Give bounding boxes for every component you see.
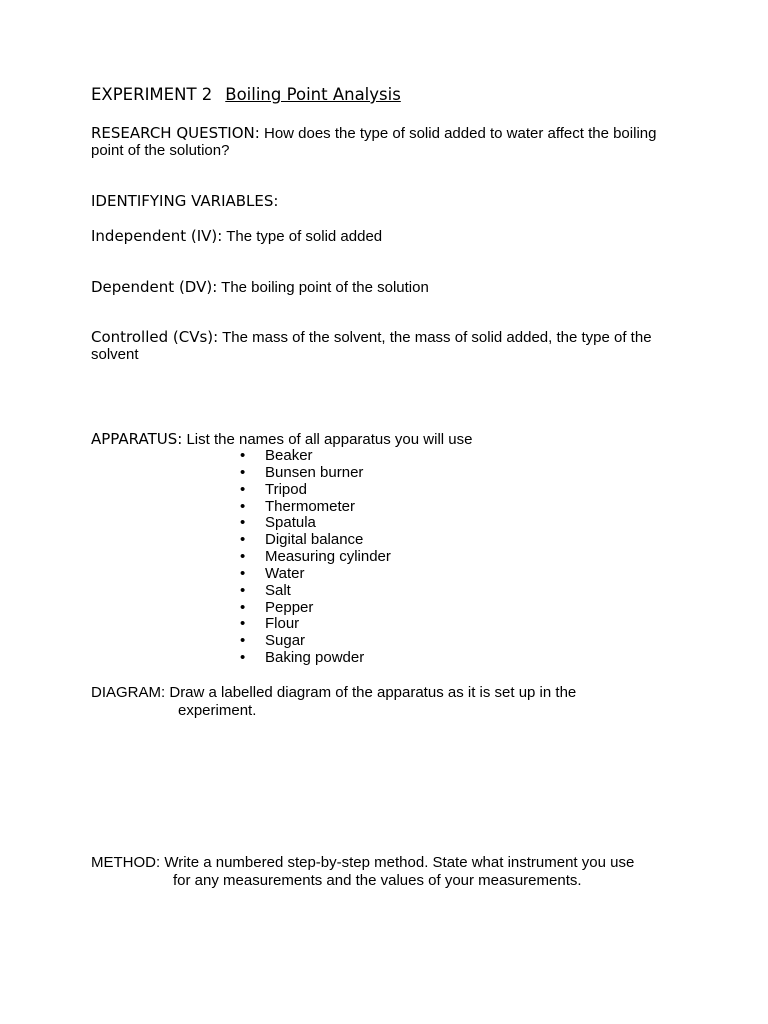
list-item: [240, 583, 391, 600]
bullet-icon: •: [240, 632, 246, 650]
dependent-variable-label: Dependent (DV):: [91, 278, 218, 296]
apparatus-instruction: List the names of all apparatus you will use: [186, 431, 473, 448]
method-text-line2: for any measurements and the values of your measurements.: [173, 872, 582, 889]
independent-variable-text: The type of solid added: [226, 228, 383, 245]
bullet-icon: •: [240, 548, 246, 566]
apparatus-item-label: Tripod: [265, 480, 307, 498]
list-item: [240, 499, 391, 516]
independent-variable-label: Independent (IV):: [91, 227, 223, 245]
controlled-variables: [91, 329, 691, 363]
diagram-text-line2: experiment.: [178, 702, 257, 719]
diagram-label: DIAGRAM:: [91, 684, 166, 701]
apparatus-label: APPARATUS:: [91, 430, 183, 448]
list-item: [240, 515, 391, 532]
list-item: [240, 616, 391, 633]
method-label: METHOD:: [91, 854, 161, 871]
apparatus-item-label: Pepper: [265, 598, 314, 616]
list-item: [240, 465, 391, 482]
independent-variable: [91, 228, 382, 245]
apparatus-item-label: Thermometer: [265, 497, 356, 515]
bullet-icon: •: [240, 564, 246, 582]
list-item: [240, 549, 391, 566]
bullet-icon: •: [240, 480, 246, 498]
apparatus-list: [240, 448, 391, 667]
dependent-variable-text: The boiling point of the solution: [221, 279, 429, 296]
bullet-icon: •: [240, 497, 246, 515]
list-item: [240, 600, 391, 617]
bullet-icon: •: [240, 447, 246, 464]
research-question-text: How does the type of solid added to water affect the boiling point of the solution?: [91, 125, 657, 159]
list-item: [240, 633, 391, 650]
apparatus-item-label: Measuring cylinder: [265, 548, 391, 566]
bullet-icon: •: [240, 581, 246, 599]
bullet-icon: •: [240, 514, 246, 532]
apparatus-item-label: Water: [265, 564, 305, 582]
bullet-icon: •: [240, 649, 246, 667]
apparatus-heading: [91, 431, 472, 448]
apparatus-item-label: Sugar: [265, 632, 306, 650]
bullet-icon: •: [240, 463, 246, 481]
diagram-instruction: [91, 684, 576, 701]
experiment-title: Boiling Point Analysis: [225, 85, 401, 104]
controlled-variables-text: The mass of the solvent, the mass of solid added, the type of the solvent: [91, 329, 652, 363]
variables-heading: IDENTIFYING VARIABLES:: [91, 192, 279, 210]
method-text-line1: Write a numbered step-by-step method. State what instrument you use: [164, 854, 635, 871]
research-question: [91, 125, 691, 159]
research-question-label: RESEARCH QUESTION:: [91, 124, 260, 142]
apparatus-item-label: Salt: [265, 581, 291, 599]
list-item: [240, 532, 391, 549]
apparatus-item-label: Bunsen burner: [265, 463, 364, 481]
bullet-icon: •: [240, 531, 246, 549]
controlled-variables-label: Controlled (CVs):: [91, 328, 219, 346]
experiment-label: EXPERIMENT 2: [91, 85, 213, 104]
apparatus-item-label: Spatula: [265, 514, 316, 532]
list-item: [240, 448, 391, 465]
dependent-variable: [91, 279, 429, 296]
bullet-icon: •: [240, 615, 246, 633]
page-title: [91, 85, 401, 104]
list-item: [240, 650, 391, 667]
apparatus-item-label: Flour: [265, 615, 300, 633]
list-item: [240, 482, 391, 499]
diagram-text-line1: Draw a labelled diagram of the apparatus as it is set up in the: [169, 684, 577, 701]
apparatus-item-label: Digital balance: [265, 531, 364, 549]
method-instruction: [91, 854, 634, 871]
bullet-icon: •: [240, 598, 246, 616]
apparatus-item-label: Beaker: [265, 447, 313, 464]
list-item: [240, 566, 391, 583]
apparatus-item-label: Baking powder: [265, 649, 365, 667]
